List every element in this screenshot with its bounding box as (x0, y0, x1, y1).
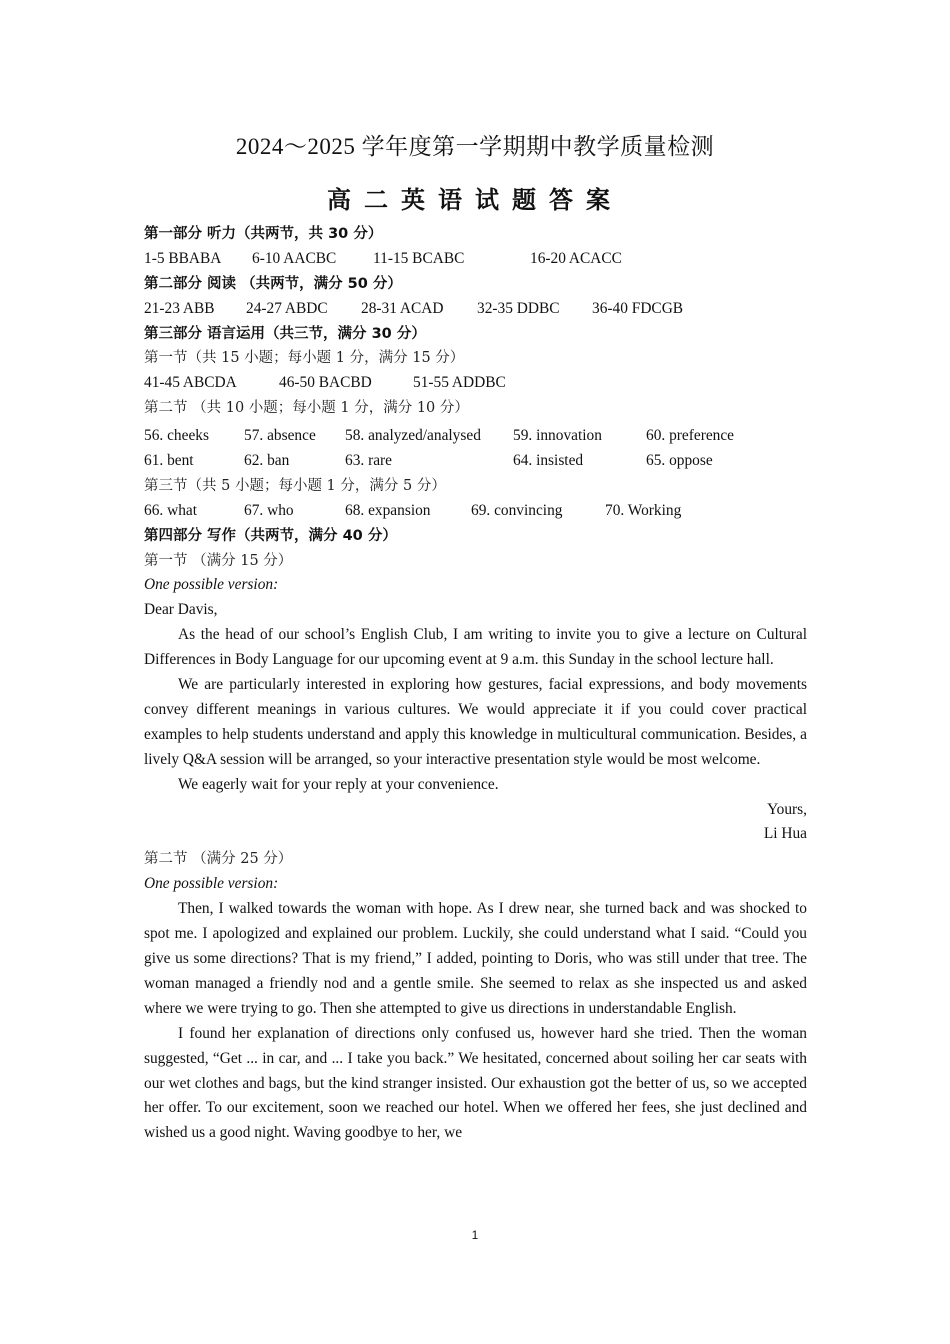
part2-heading: 第二部分 阅读 （共两节，满分 50 分） (144, 275, 402, 292)
letter-greeting: Dear Davis, (144, 601, 218, 619)
answer-item: 57. absence (244, 427, 316, 445)
answer-group: 6-10 AACBC (252, 249, 337, 267)
part3-sec1-heading: 第一节（共 15 小题；每小题 1 分，满分 15 分） (144, 350, 465, 367)
letter-paragraph: We eagerly wait for your reply at your convenience. (178, 775, 499, 793)
part1-answers (144, 247, 807, 272)
answer-item: 68. expansion (345, 501, 431, 519)
part3-sec3-heading: 第三节（共 5 小题；每小题 1 分，满分 5 分） (144, 477, 446, 494)
sample-label: One possible version: (144, 576, 279, 594)
part2-answers (144, 297, 807, 322)
part3-sec2-row1 (144, 424, 807, 449)
part3-sec1-answers (144, 371, 807, 396)
part1-heading: 第一部分 听力（共两节，共 30 分） (144, 226, 383, 242)
answer-group: 51-55 ADDBC (413, 374, 506, 392)
answer-item: 69. convincing (471, 501, 563, 519)
answer-content (144, 222, 807, 1146)
page-number: 1 (471, 1228, 479, 1242)
answer-item: 58. analyzed/analysed (345, 427, 481, 445)
answer-group: 11-15 BCABC (373, 249, 465, 267)
answer-group: 16-20 ACACC (530, 249, 622, 267)
part3-sec2-heading: 第二节 （共 10 小题；每小题 1 分，满分 10 分） (144, 400, 469, 417)
document-title: 2024～2025 学年度第一学期期中教学质量检测 (235, 134, 715, 159)
answer-item: 70. Working (605, 501, 682, 519)
document-subtitle: 高二英语试题答案 (327, 188, 623, 214)
answer-item: 60. preference (646, 427, 735, 445)
letter-paragraph: We are particularly interested in exploring how gestures, facial expressions, and body movements convey different meanings in various cultures. We would appreciate it if you could cover practical examples to help students understand and apply this knowledge in multicultural communication. Besides, a lively Q&A session will be arranged, so your interactive presentation style would be most welcome. (144, 676, 807, 768)
part3-sec2-row2 (144, 449, 807, 474)
part3-heading: 第三部分 语言运用（共三节，满分 30 分） (144, 325, 426, 342)
answer-item: 63. rare (345, 452, 392, 470)
answer-item: 65. oppose (646, 452, 713, 470)
answer-group: 32-35 DDBC (477, 299, 560, 317)
answer-group: 1-5 BBABA (144, 249, 222, 267)
part4-sec2-heading: 第二节 （满分 25 分） (144, 851, 293, 868)
answer-group: 36-40 FDCGB (592, 299, 684, 317)
answer-item: 61. bent (144, 452, 194, 470)
letter-closing: Yours, (767, 800, 807, 818)
sample-label: One possible version: (144, 875, 279, 893)
letter-signature: Li Hua (763, 825, 807, 843)
part4-sec1-heading: 第一节 （满分 15 分） (144, 552, 293, 569)
answer-group: 41-45 ABCDA (144, 374, 237, 392)
answer-group: 24-27 ABDC (246, 299, 328, 317)
story-paragraph: Then, I walked towards the woman with hope. As I drew near, she turned back and was shocked to spot me. I apologized and explained our problem. Luckily, she could understand what I said. “Could you give us some directions? That is my friend,” I added, pointing to Doris, who was still under that tree. The woman managed a friendly nod and a gentle smile. She seemed to relax as she inspected us and asked where we were trying to go. Then she attempted to give us directions in understandable English. (144, 900, 807, 1017)
answer-item: 59. innovation (513, 427, 602, 445)
part3-sec3-answers (144, 499, 807, 524)
answer-item: 62. ban (244, 452, 290, 470)
part4-heading: 第四部分 写作（共两节，满分 40 分） (144, 527, 397, 544)
answer-group: 21-23 ABB (144, 299, 215, 317)
letter-paragraph: As the head of our school’s English Club, I am writing to invite you to give a lecture on Cultural Differences in Body Language for our upcoming event at 9 a.m. this Sunday in the school lecture hall. (144, 626, 807, 669)
story-paragraph: I found her explanation of directions only confused us, however hard she tried. Then the woman suggested, “Get ... in car, and ... I take you back.” We hesitated, concerned about soiling her car seats with our wet clothes and bags, but the kind stranger insisted. Our exhaustion got the better of us, so we accepted her offer. To our excitement, soon we reached our hotel. When we offered her fees, she just declined and wished us a good night. Waving goodbye to her, we (144, 1024, 807, 1142)
answer-item: 64. insisted (513, 452, 584, 470)
answer-item: 56. cheeks (144, 427, 209, 445)
answer-item: 66. what (144, 501, 198, 519)
answer-group: 28-31 ACAD (361, 299, 444, 317)
answer-item: 67. who (244, 501, 294, 519)
answer-group: 46-50 BACBD (279, 374, 372, 392)
